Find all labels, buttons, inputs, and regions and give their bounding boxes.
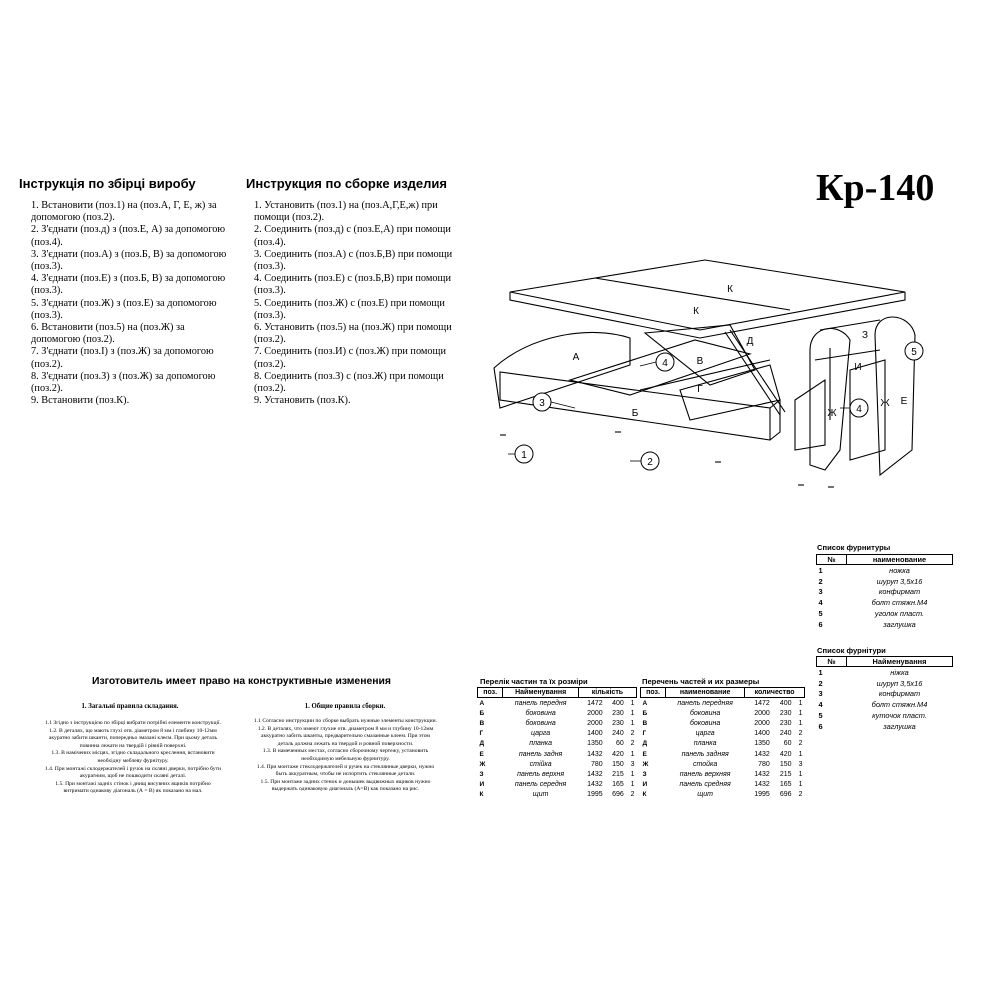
parts-cell: панель середня bbox=[514, 781, 567, 789]
parts-cell: 1 bbox=[798, 770, 803, 778]
parts-cell: К bbox=[642, 791, 647, 799]
parts-cell: 60 bbox=[616, 740, 624, 748]
parts-cell: 1472 bbox=[587, 699, 603, 707]
parts-ua-col-qty: кількість bbox=[578, 688, 636, 698]
parts-cell: 215 bbox=[779, 770, 792, 778]
parts-cell: 696 bbox=[779, 791, 792, 799]
parts-cell: Б bbox=[642, 709, 648, 717]
parts-cell: 2000 bbox=[587, 719, 603, 727]
parts-cell: панель передня bbox=[514, 699, 567, 707]
parts-cell: В bbox=[642, 719, 648, 727]
ru-instructions-heading: Инструкция по сборке изделия bbox=[246, 176, 447, 191]
fitting-num: 6 bbox=[818, 619, 823, 629]
ru-step: 4. Соединить (поз.Е) с (поз.Б,В) при помощи (поз.3). bbox=[254, 273, 451, 297]
parts-row bbox=[641, 780, 805, 790]
parts-cell: 1995 bbox=[754, 791, 770, 799]
callout-4b: 4 bbox=[856, 404, 862, 415]
label-i: И bbox=[854, 362, 862, 373]
parts-cell: 240 bbox=[779, 730, 792, 738]
parts-cell: А bbox=[642, 699, 648, 707]
parts-cell: 420 bbox=[612, 750, 624, 758]
parts-cell: А bbox=[479, 699, 485, 707]
parts-cell: В bbox=[479, 719, 485, 727]
fitting-name: уголок пласт. bbox=[874, 609, 925, 619]
label-z: З bbox=[861, 330, 869, 341]
fittings-ua-col-num: № bbox=[817, 657, 847, 667]
rules-line: необходимую мебельную фурнитуру. bbox=[301, 755, 390, 762]
parts-ua-col-pos: поз. bbox=[478, 688, 503, 698]
parts-cell: стійка bbox=[529, 760, 552, 768]
callout-1: 1 bbox=[521, 450, 527, 461]
parts-cell: 2000 bbox=[754, 719, 770, 727]
fitting-row bbox=[817, 678, 953, 689]
rules-line: 1.2. В деталях, що мають глухі отв. діаметром 8 мм і глибину 10-12мм bbox=[49, 727, 217, 734]
rules-ua-text bbox=[24, 720, 242, 796]
parts-cell: 1 bbox=[798, 709, 803, 717]
parts-cell: 3 bbox=[630, 760, 635, 768]
parts-cell: И bbox=[479, 781, 485, 789]
parts-cell: 1 bbox=[630, 699, 635, 707]
fitting-name: болт стяжн.М4 bbox=[871, 598, 928, 608]
parts-cell: К bbox=[479, 791, 484, 799]
fitting-name: заглушка bbox=[883, 619, 916, 629]
parts-cell: 1472 bbox=[754, 699, 770, 707]
rules-line: деталь должна лежать на твердой и ровной поверхности. bbox=[277, 740, 414, 747]
parts-cell: боковина bbox=[525, 709, 556, 717]
fitting-name: ножка bbox=[889, 565, 910, 575]
rules-line: необхідну меблеву фурнітуру. bbox=[97, 757, 169, 764]
parts-ru-table bbox=[640, 687, 805, 800]
parts-row bbox=[641, 769, 805, 779]
parts-cell: 230 bbox=[612, 719, 624, 727]
parts-cell: 420 bbox=[779, 750, 792, 758]
parts-cell: 2000 bbox=[754, 709, 770, 717]
parts-ru-col-pos: поз. bbox=[641, 688, 666, 698]
fittings-ru-col-num: № bbox=[817, 555, 847, 565]
rules-line: 1.1 Згідно з інструкцією по збірці вибрати потрібні елементи конструкції. bbox=[45, 720, 221, 726]
parts-cell: 1350 bbox=[754, 740, 770, 748]
ua-instructions-heading: Інструкція по збірці виробу bbox=[19, 176, 196, 191]
parts-cell: щит bbox=[697, 791, 713, 799]
rules-line: 1.4. При монтаже стеклодержателей и ручек на стеклянные дверки, нужно bbox=[256, 763, 435, 770]
parts-cell: 215 bbox=[612, 770, 624, 778]
fittings-ua-col-name: Найменування bbox=[847, 657, 953, 667]
parts-cell: боковина bbox=[689, 709, 721, 717]
parts-cell: 780 bbox=[758, 760, 770, 768]
ru-step: 9. Установить (поз.К). bbox=[254, 395, 351, 407]
fittings-ru-caption: Список фурнитуры bbox=[817, 543, 891, 552]
parts-cell: панель передняя bbox=[677, 699, 733, 707]
fitting-row bbox=[817, 608, 953, 619]
label-e: Е bbox=[900, 396, 908, 407]
fitting-num: 3 bbox=[818, 689, 823, 699]
fitting-num: 4 bbox=[818, 598, 823, 608]
rules-line: 1.4. При монтажі склодержателей і ручок на скляні дверки, потрібно бути bbox=[44, 765, 222, 772]
parts-cell: панель средняя bbox=[679, 781, 731, 789]
ru-step: 8. Соединить (поз.З) с (поз.Ж) при помощи (поз.2). bbox=[254, 370, 444, 395]
ru-step: 6. Установить (поз.5) на (поз.Ж) при помощи (поз.2). bbox=[254, 322, 452, 346]
parts-cell: 2 bbox=[798, 730, 803, 738]
ua-instructions-list bbox=[31, 200, 236, 407]
ua-step: 6. Встановити (поз.5) на (поз.Ж) за допомогою (поз.2). bbox=[31, 322, 185, 346]
parts-cell: 3 bbox=[798, 760, 803, 768]
fitting-num: 4 bbox=[818, 700, 823, 710]
parts-ru-caption: Перечень частей и их размеры bbox=[642, 677, 760, 686]
parts-cell: 165 bbox=[612, 781, 624, 789]
parts-cell: 150 bbox=[612, 760, 624, 768]
fitting-name: болт стяжн.М4 bbox=[871, 700, 928, 710]
fitting-row bbox=[817, 619, 953, 630]
parts-cell: 1 bbox=[630, 781, 635, 789]
fitting-row bbox=[817, 689, 953, 700]
parts-cell: 2000 bbox=[587, 709, 603, 717]
parts-row bbox=[641, 749, 805, 759]
parts-cell: панель верхня bbox=[517, 770, 565, 778]
label-b: Б bbox=[631, 408, 639, 419]
parts-cell: 1432 bbox=[587, 781, 603, 789]
callout-2: 2 bbox=[647, 457, 653, 468]
parts-cell: 1 bbox=[798, 750, 803, 758]
fitting-row bbox=[817, 721, 953, 732]
parts-cell: З bbox=[479, 770, 484, 778]
label-a: А bbox=[572, 352, 580, 363]
rules-line: аккуратно забить шканты, предварительно смазанные клеем. При этом bbox=[261, 733, 430, 740]
callout-5: 5 bbox=[911, 347, 917, 358]
ru-step: 2. Соединить (поз.д) с (поз.Е,А) при помощи (поз.4). bbox=[254, 224, 451, 248]
parts-cell: Д bbox=[479, 740, 485, 748]
parts-cell: 696 bbox=[612, 791, 624, 799]
label-v: В bbox=[696, 356, 704, 367]
parts-row bbox=[478, 739, 637, 749]
ua-step: 2. З'єднати (поз.д) з (поз.Е, А) за допомогою (поз.4). bbox=[31, 224, 226, 248]
parts-cell: И bbox=[642, 781, 648, 789]
label-g: Г bbox=[697, 384, 703, 395]
parts-cell: 1 bbox=[630, 709, 635, 717]
parts-cell: 165 bbox=[779, 781, 792, 789]
parts-row bbox=[641, 708, 805, 718]
parts-cell: 1432 bbox=[754, 781, 770, 789]
parts-cell: 1 bbox=[798, 719, 803, 727]
rules-line: акуратно забити шканти, попередньо змазані клеєм. При цьому деталь bbox=[48, 735, 218, 742]
fitting-name: куточок пласт. bbox=[872, 711, 927, 721]
callout-4a: 4 bbox=[662, 358, 668, 369]
callout-3: 3 bbox=[539, 398, 545, 409]
parts-cell: 1995 bbox=[587, 791, 603, 799]
fitting-row bbox=[817, 699, 953, 710]
parts-cell: Ж bbox=[642, 760, 649, 768]
parts-cell: 1 bbox=[798, 781, 803, 789]
rules-line: 1.1 Согласно инструкции по сборке выбрать нужные элементы конструкции. bbox=[253, 718, 438, 724]
parts-row bbox=[478, 749, 637, 759]
parts-cell: царга bbox=[531, 730, 551, 738]
ru-step: 3. Соединить (поз.А) с (поз.Б,В) при помощи (поз.3). bbox=[254, 248, 453, 273]
fitting-num: 2 bbox=[818, 678, 823, 688]
parts-ru-col-qty: количество bbox=[745, 688, 805, 698]
rules-line: 1.2. В деталях, что имеют глухие отв. диаметром 8 мм и глубину 10-12мм bbox=[257, 725, 434, 732]
rules-ua-title: 1. Загальні правила складання. bbox=[81, 703, 179, 710]
parts-ru-col-name: наименование bbox=[666, 688, 745, 698]
parts-cell: Е bbox=[642, 750, 647, 758]
fitting-num: 5 bbox=[818, 711, 823, 721]
fittings-ru-table bbox=[816, 554, 953, 630]
parts-ua-col-name: Найменування bbox=[503, 688, 579, 698]
parts-cell: Д bbox=[642, 740, 648, 748]
rules-line: 1.5. При монтаже задних стенок и донышек выдвижных ящиков нужно bbox=[260, 778, 431, 785]
ua-step: 1. Встановити (поз.1) на (поз.А, Г, Е, ж) за допомогою (поз.2). bbox=[31, 200, 217, 224]
parts-cell: 230 bbox=[612, 709, 624, 717]
fitting-num: 1 bbox=[818, 565, 823, 575]
parts-cell: 1432 bbox=[754, 750, 770, 758]
parts-cell: панель задня bbox=[518, 750, 563, 758]
fitting-num: 3 bbox=[818, 587, 823, 597]
parts-row bbox=[641, 698, 805, 709]
parts-cell: 2 bbox=[630, 730, 635, 738]
fitting-num: 5 bbox=[818, 609, 823, 619]
parts-cell: 150 bbox=[779, 760, 792, 768]
parts-cell: Г bbox=[642, 730, 647, 738]
fitting-row bbox=[817, 597, 953, 608]
parts-row bbox=[478, 769, 637, 779]
parts-cell: 400 bbox=[779, 699, 792, 707]
fitting-name: конфирмат bbox=[878, 689, 921, 699]
parts-cell: царга bbox=[695, 730, 715, 738]
ru-step: 5. Соединить (поз.Ж) с (поз.Е) при помощи (поз.3). bbox=[254, 297, 445, 321]
label-zh-1: Ж bbox=[827, 408, 837, 419]
fitting-name: конфирмат bbox=[878, 587, 921, 597]
parts-row bbox=[641, 759, 805, 769]
parts-row bbox=[641, 718, 805, 728]
parts-cell: 1 bbox=[630, 770, 635, 778]
rules-line: быть аккуратным, чтобы не испортить стеклянные детали. bbox=[275, 771, 416, 778]
fittings-ua-table bbox=[816, 656, 953, 732]
label-zh-2: Ж bbox=[880, 398, 890, 409]
parts-row bbox=[478, 698, 637, 709]
ua-step: 5. З'єднати (поз.Ж) з (поз.Е) за допомогою (поз.3). bbox=[31, 297, 217, 321]
parts-cell: 1 bbox=[630, 719, 635, 727]
parts-cell: стойка bbox=[693, 760, 718, 768]
parts-cell: 1432 bbox=[587, 770, 603, 778]
model-title: Кр-140 bbox=[816, 167, 935, 209]
parts-cell: 1400 bbox=[754, 730, 770, 738]
ua-step: 3. З'єднати (поз.А) з (поз.Б, В) за допомогою (поз.3). bbox=[31, 248, 227, 273]
ua-step: 4. З'єднати (поз.Е) з (поз.Б, В) за допомогою (поз.3). bbox=[31, 273, 226, 297]
parts-cell: 1350 bbox=[587, 740, 603, 748]
rules-ru-title: 1. Общие правила сборки. bbox=[304, 703, 386, 710]
rules-line: акуратним, щоб не пошкодити скляні деталі. bbox=[79, 773, 187, 780]
label-k-bottom: К bbox=[693, 306, 699, 317]
parts-cell: 1432 bbox=[587, 750, 603, 758]
parts-ua-table bbox=[477, 687, 637, 800]
fitting-row bbox=[817, 587, 953, 598]
label-d: Д bbox=[746, 336, 754, 347]
parts-cell: 60 bbox=[783, 740, 792, 748]
rules-ru-text bbox=[238, 718, 453, 794]
fitting-num: 1 bbox=[818, 667, 823, 677]
manufacturer-note: Изготовитель имеет право на конструктивные изменения bbox=[92, 676, 391, 687]
fitting-num: 2 bbox=[818, 576, 823, 586]
fitting-name: ніжка bbox=[890, 667, 909, 677]
ru-instructions-list bbox=[254, 200, 454, 407]
parts-row bbox=[641, 729, 805, 739]
fitting-name: шуруп 3,5х16 bbox=[876, 678, 923, 688]
fitting-num: 6 bbox=[818, 721, 823, 731]
parts-cell: З bbox=[642, 770, 647, 778]
parts-row bbox=[478, 729, 637, 739]
fitting-row bbox=[817, 667, 953, 678]
parts-cell: 400 bbox=[612, 699, 624, 707]
parts-cell: 2 bbox=[798, 740, 803, 748]
rules-line: повинна лежати на твердій і рівній поверхні. bbox=[79, 742, 187, 749]
parts-row bbox=[478, 780, 637, 790]
ru-step: 1. Установить (поз.1) на (поз.А,Г,Е,ж) при помощи (поз.2). bbox=[254, 200, 438, 224]
fittings-ru-col-name: наименование bbox=[847, 555, 953, 565]
parts-cell: 1 bbox=[630, 750, 635, 758]
parts-cell: Е bbox=[479, 750, 484, 758]
fittings-ua-caption: Список фурнітури bbox=[817, 646, 886, 655]
parts-cell: 780 bbox=[591, 760, 603, 768]
fitting-row bbox=[817, 576, 953, 587]
parts-row bbox=[641, 790, 805, 800]
parts-cell: боковина bbox=[689, 719, 721, 727]
rules-line: витримати однакову діагональ (А = В) як показано на мал. bbox=[63, 788, 203, 795]
parts-cell: Ж bbox=[479, 760, 486, 768]
ua-step: 8. З'єднати (поз.З) з (поз.Ж) за допомогою (поз.2). bbox=[31, 370, 216, 395]
parts-cell: Г bbox=[479, 730, 484, 738]
parts-row bbox=[478, 759, 637, 769]
ua-step: 9. Встановити (поз.К). bbox=[31, 395, 130, 407]
parts-cell: 1432 bbox=[754, 770, 770, 778]
parts-cell: 1400 bbox=[587, 730, 603, 738]
parts-cell: панель задняя bbox=[681, 750, 729, 758]
parts-cell: Б bbox=[479, 709, 485, 717]
rules-line: 1.3. В намеченных местах, согласно сборочному чертежу, установить bbox=[262, 748, 429, 755]
ru-step: 7. Соединить (поз.И) с (поз.Ж) при помощи (поз.2). bbox=[254, 346, 446, 370]
fitting-row bbox=[817, 565, 953, 576]
parts-cell: 230 bbox=[779, 709, 792, 717]
parts-cell: щит bbox=[532, 791, 549, 799]
parts-cell: 2 bbox=[630, 740, 635, 748]
parts-cell: панель верхняя bbox=[679, 770, 731, 778]
parts-cell: 1 bbox=[798, 699, 803, 707]
parts-row bbox=[641, 739, 805, 749]
parts-cell: планка bbox=[529, 740, 552, 748]
parts-row bbox=[478, 790, 637, 800]
fitting-row bbox=[817, 710, 953, 721]
parts-cell: 2 bbox=[798, 791, 803, 799]
rules-line: выдержать одинаковую диагональ (А=В) как показано на рис. bbox=[271, 786, 420, 793]
assembly-diagram bbox=[480, 240, 920, 500]
parts-cell: 240 bbox=[612, 730, 624, 738]
label-k-top: К bbox=[727, 284, 733, 295]
fitting-name: заглушка bbox=[883, 721, 916, 731]
ua-step: 7. З'єднати (поз.І) з (поз.Ж) за допомогою (поз.2). bbox=[31, 346, 214, 370]
parts-ua-caption: Перелік частин та їх розміри bbox=[480, 677, 588, 686]
parts-row bbox=[478, 708, 637, 718]
parts-cell: 2 bbox=[630, 791, 635, 799]
parts-cell: боковина bbox=[525, 719, 556, 727]
rules-line: 1.5. При монтажі задніх стінок і днищ висувних ящиків потрібно bbox=[55, 780, 211, 787]
parts-row bbox=[478, 718, 637, 728]
parts-cell: 230 bbox=[779, 719, 792, 727]
rules-line: 1.3. В намічених місцях, згідно складального креслення, встановити bbox=[51, 750, 215, 757]
parts-cell: планка bbox=[693, 740, 717, 748]
fitting-name: шуруп 3,5х16 bbox=[876, 576, 923, 586]
